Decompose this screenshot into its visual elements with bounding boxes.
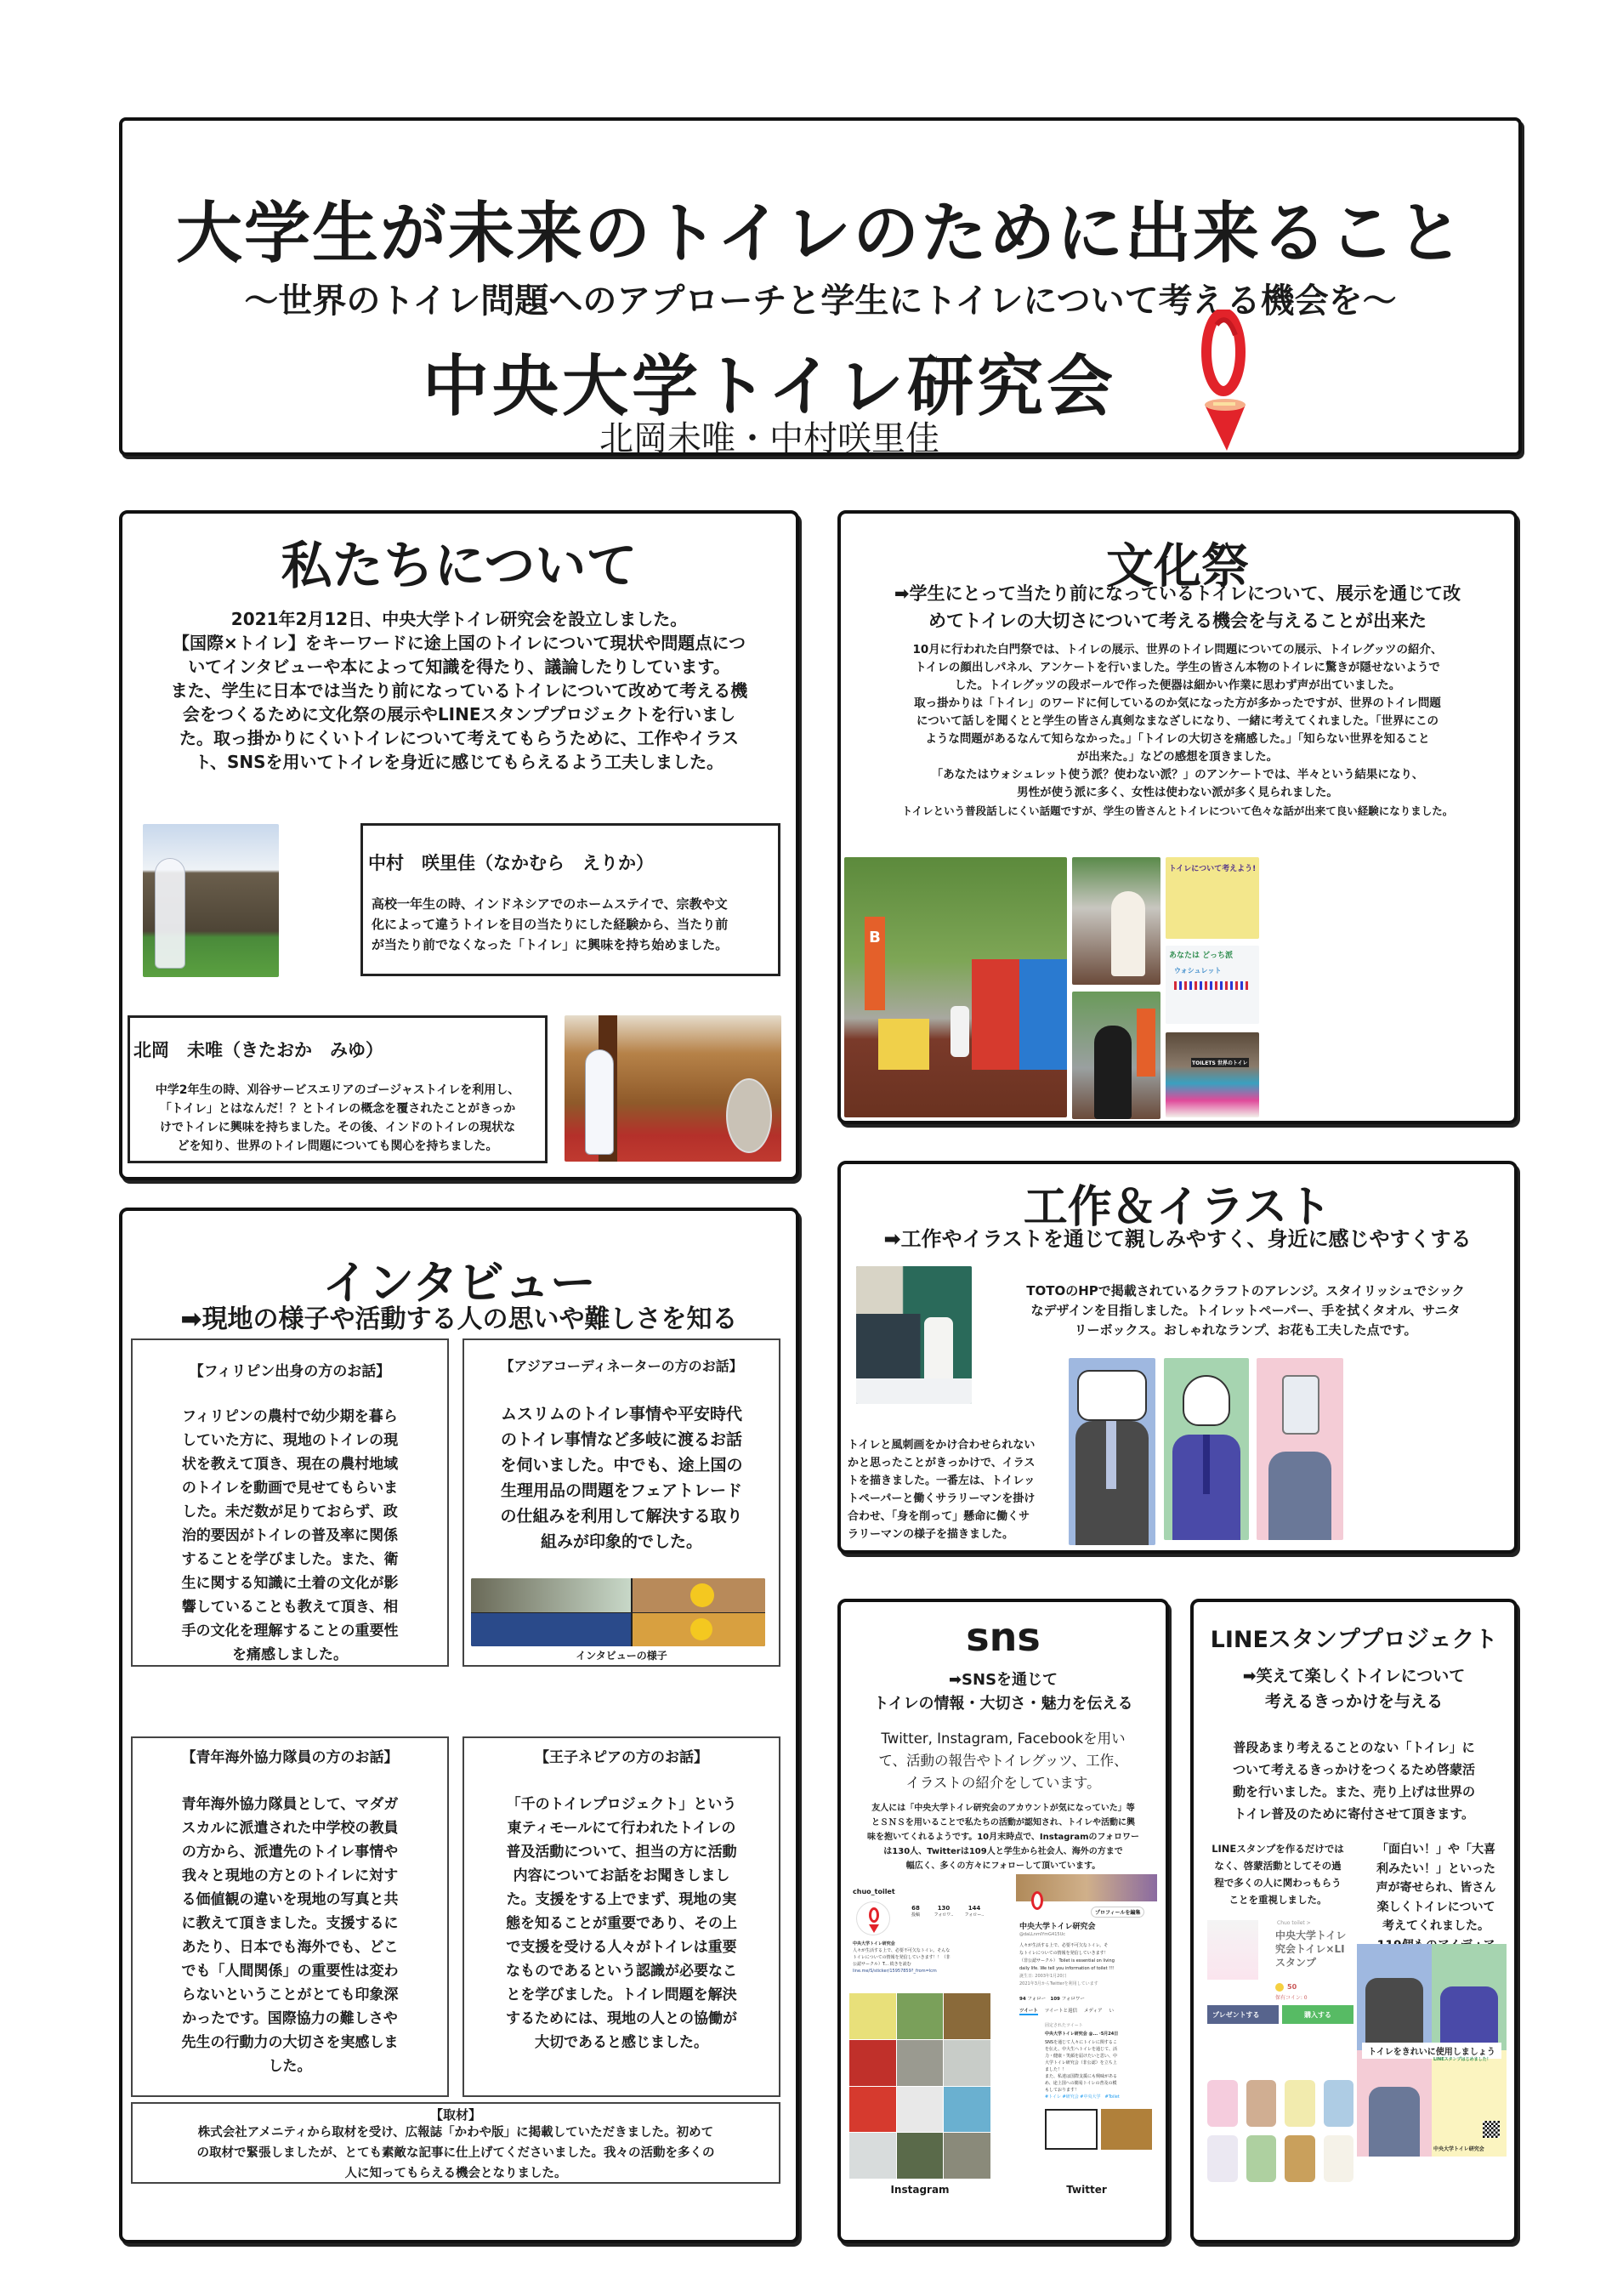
smiley-emoji-icon <box>690 1618 712 1640</box>
interview-video-call-photo <box>471 1578 765 1646</box>
poster-header <box>119 117 1522 456</box>
interview-photo-caption: インタビューの様子 <box>576 1650 667 1662</box>
member-name: 中村 咲里佳（なかむら えりか） <box>368 853 654 873</box>
craft-title: 工作＆イラスト <box>1023 1182 1332 1233</box>
press-heading: 【取材】 <box>429 2107 481 2123</box>
poster-subtitle: 〜世界のトイレ問題へのアプローチと学生にトイレについて考える機会を〜 <box>244 281 1397 321</box>
festival-booth-photo: B <box>844 857 1067 1117</box>
twitter-screenshot <box>1016 1874 1157 2197</box>
instagram-screenshot: chuo_toilet 68 投稿 130 フォロワ.. 144 フォロー.. 中央大学トイレ研究会 人々が生活する上で、必要不可欠なトイレ。そんな トイレについての情報を発信していきます！！（非 公認サークル）T... 続きを読む line.me/S/sticker/15957859?_from=lcm Instagram <box>849 1883 990 2197</box>
interview-heading: 【アジアコーディネーターの方のお話】 <box>500 1358 743 1374</box>
interview-title: インタビュー <box>322 1256 596 1310</box>
craft-section <box>837 1161 1518 1554</box>
twitter-label: Twitter <box>1066 2184 1107 2196</box>
interview-subtitle: ➡現地の様子や活動する人の思いや難しさを知る <box>180 1304 738 1334</box>
smiley-emoji-icon <box>690 1583 714 1607</box>
interview-heading: 【青年海外協力隊員の方のお話】 <box>181 1749 399 1766</box>
interview-card-asia-coordinator <box>462 1338 780 1667</box>
interview-card-philippines <box>131 1338 449 1667</box>
toilet-logo-icon <box>856 1901 890 1935</box>
interview-section <box>119 1208 799 2243</box>
twitter-bio: 人々が生活する上で、必要不可欠なトイレ。そ なトイレについての情報を発信していきます！ （非公認サークル） Toilet is essential on living daily life. We tell you information of toilet !!! 誕生日: 2003年1月20日 2021年3月からTwitterを利用しています <box>1019 1943 1115 1986</box>
festival-subtitle: ➡学生にとって当たり前になっているトイレについて、展示を通じて改 めてトイレの大切さについて考える機会を与えることが出来た <box>894 583 1461 631</box>
pinned-tweet-label: 固定されたツイート <box>1045 2023 1083 2028</box>
sticker-preview <box>1207 1920 1258 1980</box>
tweet-text: SNSを通じて人々にトイレに関するこ を伝え、中大生へトイレを通じて、活 力・健康・笑顔を届けたいと思い、中 大学トイレ研究会（非公認）を立ち上 ました！！ また、私達は国際支援にも興味がある め、途上国への簡易トイレの普及の模 もしております！ #トイレ #研究会 #中央大学 #Toilet <box>1045 2040 1120 2100</box>
illustration-description: トイレと風刺画をかけ合わせられない かと思ったことがきっかけで、イラス トを描きました。一番左は、トイレッ トペーパーと働くサラリーマンを掛け 合わせ、「身を削って」懸命に働くサ ラリーマンの様子を描きました。 <box>848 1439 1036 1541</box>
line-subtitle: ➡笑えて楽しくトイレについて 考えるきっかけを与える <box>1242 1667 1466 1711</box>
line-stamp-section <box>1190 1599 1518 2243</box>
author-names: 北岡未唯・中村咲里佳 <box>599 419 939 458</box>
festival-survey-photo: あなたは どっち派 ウォシュレット <box>1166 946 1259 1024</box>
line-process-text: LINEスタンプを作るだけでは なく、啓蒙活動としてその過 程で多くの人に関わっもらう ことを重視しました。 <box>1212 1843 1344 1906</box>
instagram-label: Instagram <box>890 2184 950 2196</box>
sns-lead: Twitter, Instagram, Facebookを用い て、活動の報告やトイレグッツ、工作、 イラストの紹介をしています。 <box>878 1731 1128 1791</box>
member-bio: 高校一年生の時、インドネシアでのホームステイで、宗教や文 化によって違うトイレを目の当たりにした経験から、当たり前 が当たり前でなくなった「トイレ」に興味を持ち始めました。 <box>372 896 729 952</box>
sticker-title: 中央大学トイレ 究会トイレ×LI スタンプ <box>1275 1929 1347 1969</box>
festival-visitors-photo-2 <box>1072 992 1161 1119</box>
member-bio: 中学2年生の時、刈谷サービスエリアのゴージャストイレを利用し、 「トイレ」とはなんだ！？とトイレの概念を覆されたことがきっか けでトイレに興味を持ちました。その後、インドのトイレの現状な どを知り、世界のトイレ問題についても関心を持ちました。 <box>155 1083 520 1153</box>
gift-button[interactable]: プレゼントする <box>1207 2005 1279 2024</box>
line-result-text: 「面白い！」や「大喜 利みたい！」といった 声が寄せられ、皆さん 楽しくトイレについて 考えてくれました。 <box>1376 1843 1496 1933</box>
illustration-toilet-paper-salaryman <box>1069 1358 1155 1545</box>
instagram-bio: 中央大学トイレ研究会 人々が生活する上で、必要不可欠なトイレ。そんな トイレについての情報を発信していきます！！（非 公認サークル）T... 続きを読む line.me/S/sticker/15957859?_from=lcm <box>853 1941 951 1974</box>
illustration-toilet-seat-salaryman <box>1164 1358 1249 1540</box>
tab-media[interactable]: メディア <box>1083 2009 1103 2014</box>
press-text: 株式会社アメニティから取材を受け、広報誌「かわや版」に掲載していただきました。初めて の取材で緊張しましたが、とても素敵な記事に仕上げてくださいました。我々の活動を多くの 人に知ってもらえる機会となりました。 <box>196 2126 715 2180</box>
member-card-kitaoka <box>128 1015 548 1163</box>
festival-visitors-photo <box>1072 857 1161 985</box>
member-name: 北岡 未唯（きたおか みゆ） <box>133 1040 383 1060</box>
member-photo-nakamura <box>143 824 279 977</box>
buy-button[interactable]: 購入する <box>1282 2005 1353 2024</box>
craft-description: TOTOのHPで掲載されているクラフトのアレンジ。スタイリッシュでシック なデザインを目指しました。トイレットペーパー、手を拭くタオル、サニタ リーボックス。おしゃれなランプ、お花も工夫した点です。 <box>1026 1283 1465 1338</box>
interview-text: フィリピンの農村で幼少期を暮ら していた方に、現地のトイレの現 状を教えて頂き、現在の農村地域 のトイレを動画で見せてもらいま した。未だ数が足りておらず、政 治的要因がトイレの普及率に関係 することを学びました。また、衛 生に関する知識に土着の文化が影 響していることも教えて頂き、相 手の文化を理解することの重要性 を痛感しました。 <box>181 1408 399 1663</box>
line-title: LINEスタンププロジェクト <box>1210 1627 1498 1653</box>
tab-tweets-replies[interactable]: ツイートと返信 <box>1044 2009 1077 2014</box>
sns-body: 友人には「中央大学トイレ研究会のアカウントが気になっていた」等 とＳＮＳを用いることで私たちの活動が認知され、トイレや活動に興 味を抱いてくれるようです。10月末時点で、Instagramのフォロワー は130人、Twitterは109人と学生から社会人、海外の方まで 幅広く、多くの方々にフォローして頂いています。 <box>867 1804 1139 1871</box>
member-card-nakamura <box>360 823 780 976</box>
about-title: 私たちについて <box>281 537 638 596</box>
sticker-price: 50 <box>1287 1983 1297 1991</box>
interview-card-oji-nepia <box>462 1736 780 2097</box>
illustration-sanitary-box-woman <box>1257 1358 1343 1540</box>
interview-text: 「千のトイレプロジェクト」という 東ティモールにて行われたトイレの 普及活動について、担当の方に活動 内容についてお話をお聞きしまし た。支援をする上でまず、現地の実 態を知ることが重要であり、その上 で支援を受ける人々がトイレは重要 なものであるという認識が必要なこ とを学びました。トイレ問題を解決 するためには、現地の人との協働が 大切であると感じました。 <box>506 1796 737 2051</box>
festival-section <box>837 510 1518 1124</box>
line-stamp-poster: トイレをきれいに使用しましょう LINEスタンプはじめました！ 中央大学トイレ研究会 <box>1357 1944 1507 2157</box>
sns-section <box>837 1599 1169 2243</box>
twitter-name: 中央大学トイレ研究会 <box>1019 1923 1096 1931</box>
sticker-grid <box>1207 2080 1353 2182</box>
instagram-photo-grid <box>849 1993 990 2179</box>
organization-name: 中央大学トイレ研究会 <box>422 349 1117 425</box>
qr-code-icon <box>1483 2121 1500 2138</box>
tab-tweets[interactable]: ツイート <box>1019 2009 1038 2014</box>
interview-card-jocv <box>131 1736 449 2097</box>
edit-profile-button[interactable]: プロフィールを編集 <box>1091 1907 1144 1918</box>
toilet-logo-icon <box>1031 1891 1043 1910</box>
tab-likes[interactable]: い <box>1109 2009 1115 2014</box>
about-body: 2021年2月12日、中央大学トイレ研究会を設立しました。 【国際×トイレ】をキーワードに途上国のトイレについて現状や問題点につ いてインタビューや本によって知識を得たり、議論したりしています。 また、学生に日本では当たり前になっているトイレについて改めて考える機 会をつくるために文化祭の展示やLINEスタンププロジェクトを行いまし た。取っ掛かりにくいトイレについて考えてもらうために、工作やイラス ト、SNSを用いてトイレを身近に感じてもらえるよう工夫しました。 <box>170 609 748 772</box>
instagram-username: chuo_toilet <box>853 1888 895 1895</box>
line-lead: 普段あまり考えることのない「トイレ」に ついて考えるきっかけをつくるため啓蒙活 動を行いました。また、売り上げは世界の トイレ普及のために寄付させて頂きます。 <box>1232 1740 1475 1821</box>
sns-title: sns <box>966 1614 1041 1660</box>
interview-text: ムスリムのトイレ事情や平安時代 のトイレ事情など多岐に渡るお話 を伺いました。中でも、途上国の 生理用品の問題をフェアトレード の仕組みを利用して解決する取り 組みが印象的でした。 <box>500 1405 743 1551</box>
tweet-meta: 中央大学トイレ研究会 @... ·5月24日 <box>1045 2032 1119 2037</box>
member-photo-kitaoka <box>565 1015 781 1162</box>
poster-title: 大学生が未来のトイレのために出来ること <box>175 196 1466 272</box>
coin-icon <box>1275 1983 1284 1992</box>
twitter-follow-counts: 94 フォロー 109 フォロワー <box>1019 1997 1085 2002</box>
interview-text: 青年海外協力隊員として、マダガ スカルに派遣された中学校の教員 の方から、派遣先のトイレ事情や 我々と現地の方とのトイレに対す る価値観の違いを現地の写真と共 に教えて頂きました。支援するに あたり、日本でも海外でも、どこ でも「人間関係」の重要性は変わ らないということがとても印象深 かったです。国際協力の難しさや 先生の行動力の大切さを実感しま した。 <box>181 1796 399 2075</box>
press-coverage-box <box>131 2102 780 2184</box>
festival-goods-photo: TOILETS 世界のトイレ <box>1166 1032 1259 1117</box>
festival-body: 10月に行われた白門祭では、トイレの展示、世界のトイレ問題についての展示、トイレグッツの紹介、 トイレの顔出しパネル、アンケートを行いました。学生の皆さん本物のトイレに驚きが隠せないようで した。トイレグッツの段ボールで作った便器は細かい作業に思わず声が出ていました。 取っ掛かりは「トイレ」のワードに何しているのか気になった方が多かったですが、世界のトイレ問題 について話しを聞くとと学生の皆さん真剣なまなざしになり、一緒に考えてくれました。「世界にこの ような問題があるなんて知らなかった。」「トイレの大切さを痛感した。」「知らない世界を知ること が出来た。」などの感想を頂きました。 「あなたはウォシュレット使う派？使わない派？」のアンケートでは、半々という結果になり、 男性が使う派に多く、女性は使わない派が多く見られました。 トイレという普段話しにくい話題ですが、学生の皆さんとトイレについて色々な話が出来て良い経験になりました。 <box>901 643 1454 817</box>
festival-title: 文化祭 <box>1106 539 1249 594</box>
craft-subtitle: ➡工作やイラストを通じて親しみやすく、身近に感じやすくする <box>883 1227 1472 1251</box>
interview-heading: 【王子ネピアの方のお話】 <box>535 1749 708 1766</box>
about-section <box>119 510 799 1180</box>
toilet-logo-icon <box>1198 310 1252 454</box>
sns-subtitle: ➡SNSを通じて トイレの情報・大切さ・魅力を伝える <box>873 1671 1133 1713</box>
twitter-handle: @daLLnmlYmG415Uc <box>1019 1932 1065 1937</box>
poster-caption: トイレをきれいに使用しましょう <box>1362 2043 1501 2059</box>
craft-toilet-photo <box>856 1266 972 1404</box>
line-store-screenshot: Chuo toilet > 中央大学トイレ 究会トイレ×LI スタンプ 50 保有コイン: 0 プレゼントする 購入する <box>1207 1918 1353 2225</box>
twitter-tabs <box>1019 2007 1155 2015</box>
festival-poster-photo: トイレについて考えよう! <box>1166 857 1259 939</box>
interview-heading: 【フィリピン出身の方のお話】 <box>189 1363 391 1380</box>
